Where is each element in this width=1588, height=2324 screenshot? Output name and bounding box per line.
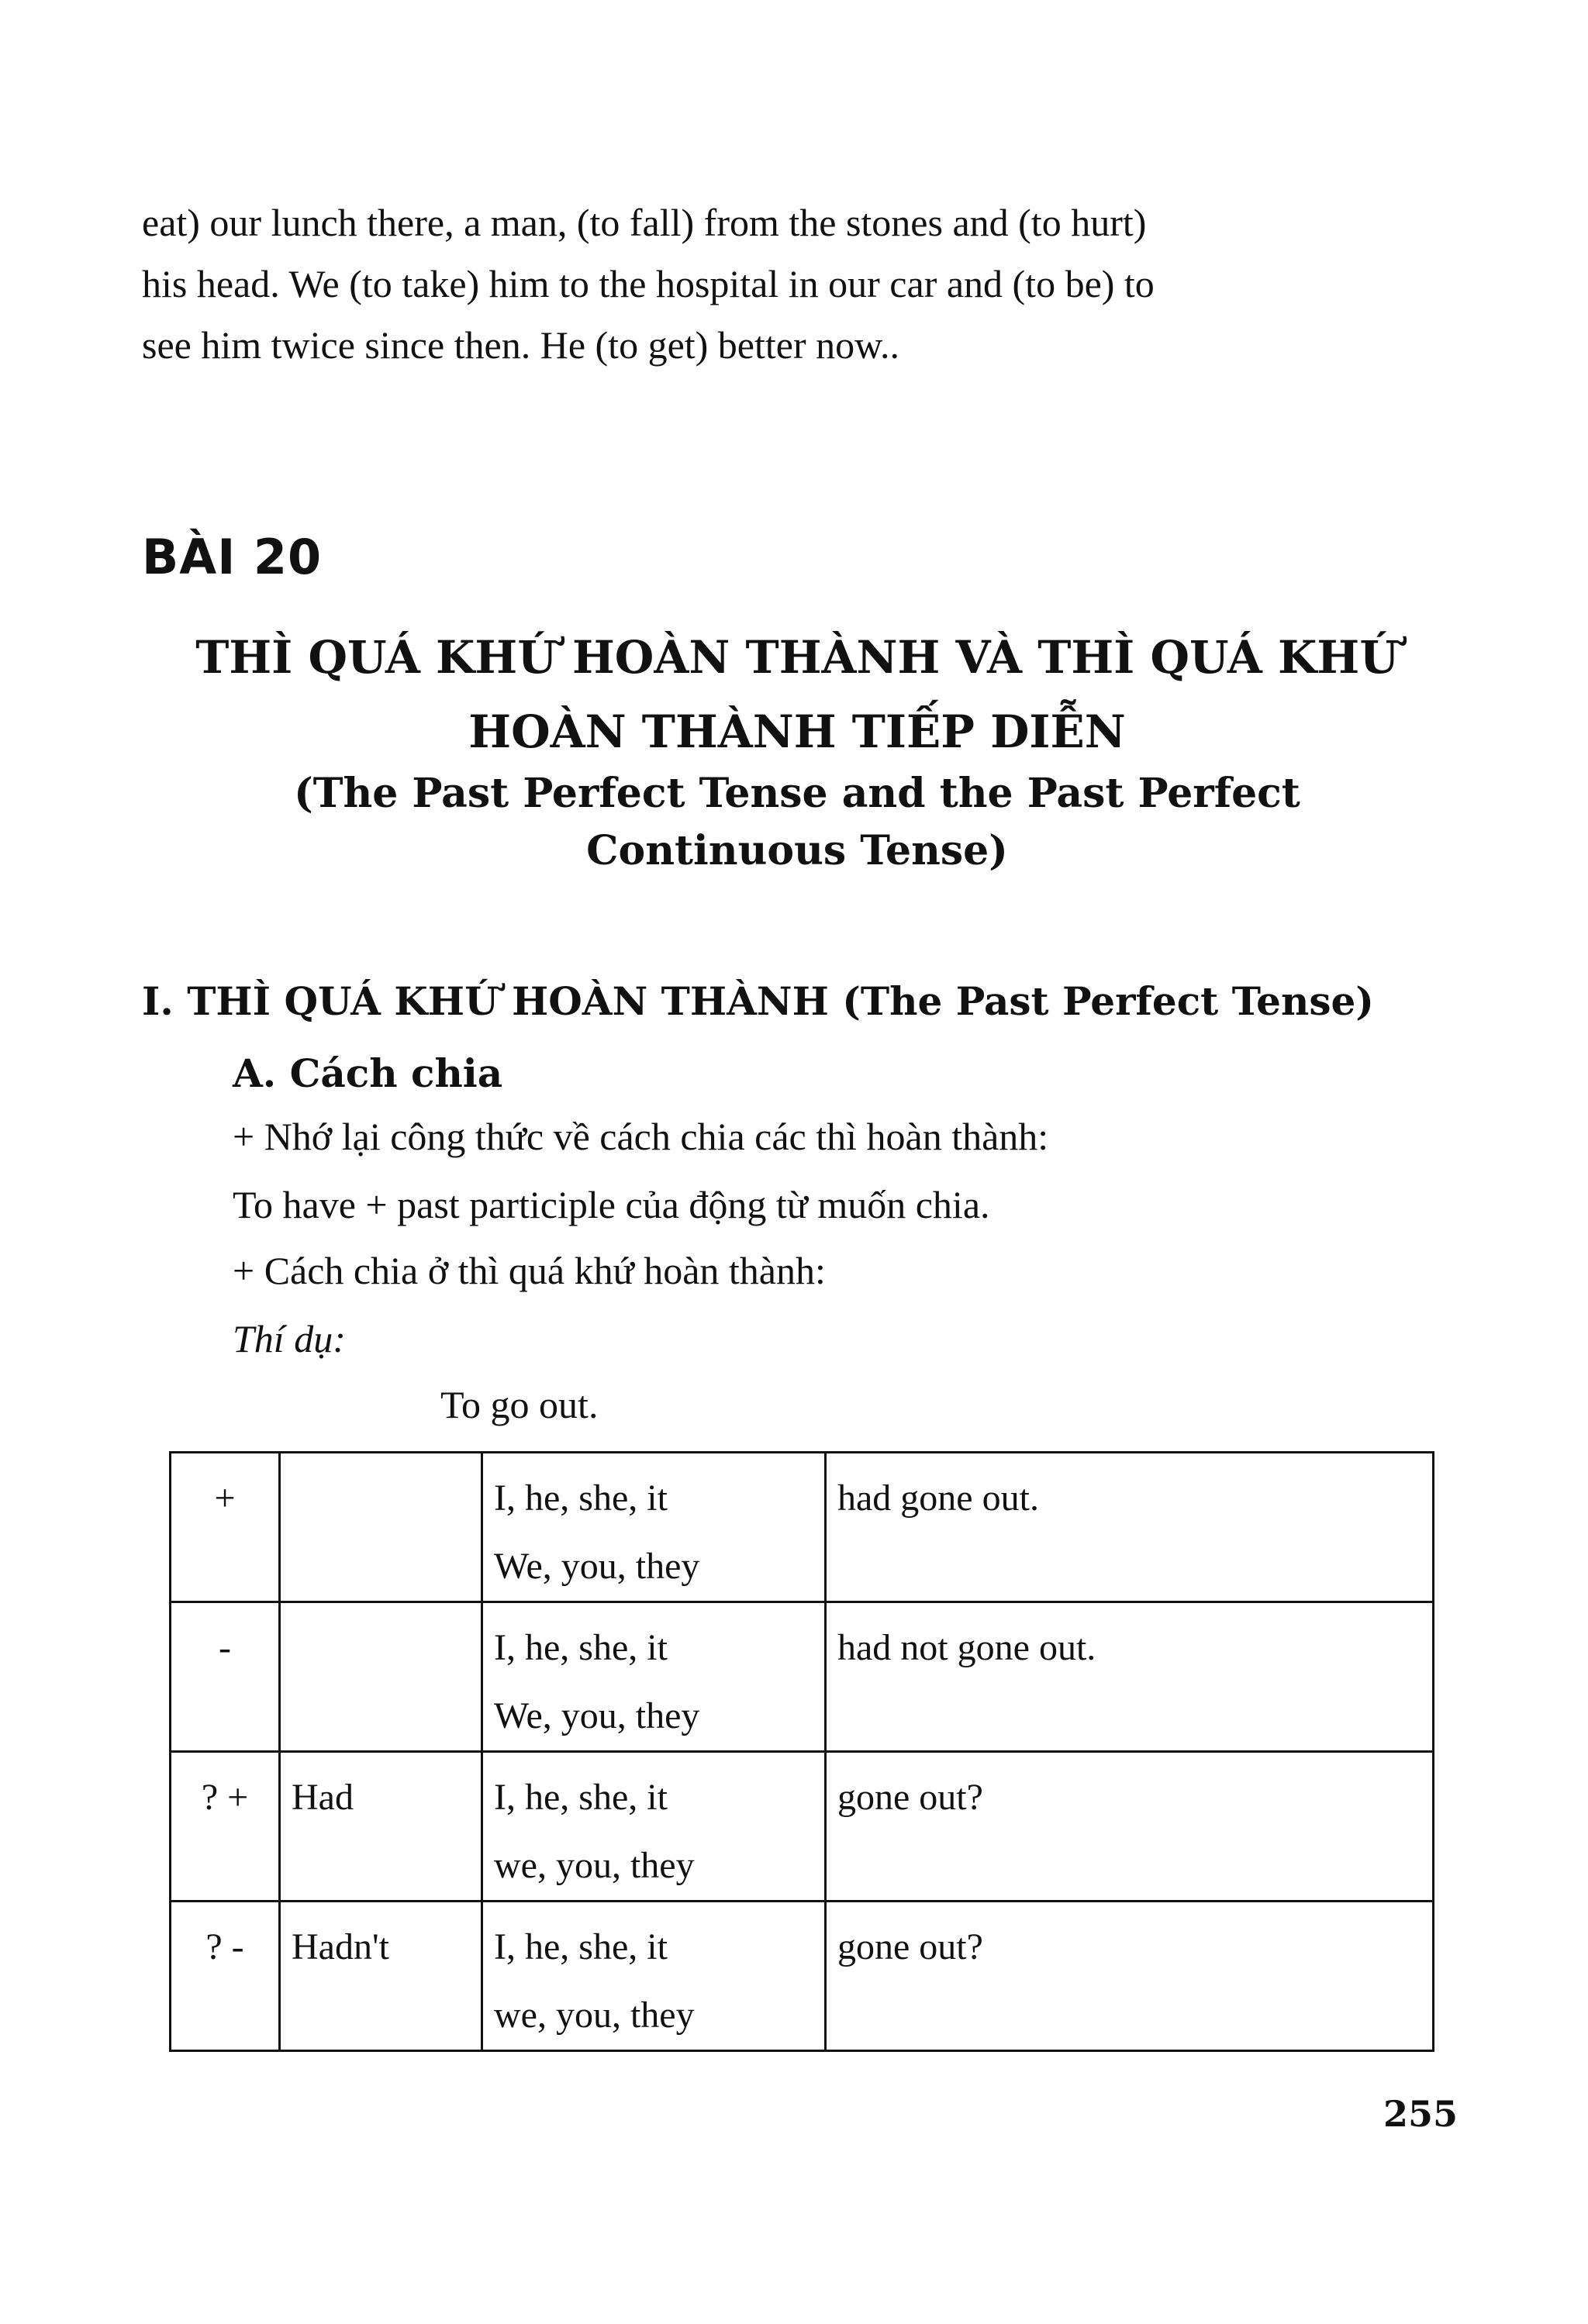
subject-line: we, you, they: [494, 1845, 695, 1886]
intro-paragraph: [142, 192, 1460, 376]
subject-line: I, he, she, it: [494, 1627, 668, 1668]
intro-line: see him twice since then. He (to get) better now..: [142, 323, 899, 367]
section-subheading: A. Cách chia: [233, 1050, 503, 1096]
subject-line: We, you, they: [494, 1546, 700, 1587]
subject-cell: [482, 1752, 826, 1902]
conjugation-table: [169, 1451, 1434, 2052]
body-line: + Cách chia ở thì quá khứ hoàn thành:: [233, 1249, 826, 1292]
auxiliary-cell: Hadn't: [280, 1902, 482, 2051]
lesson-title-line: HOÀN THÀNH TIẾP DIỄN: [468, 705, 1126, 758]
table-row: [171, 1602, 1434, 1752]
verb-cell: gone out?: [826, 1752, 1434, 1902]
body-line: + Nhớ lại công thức về cách chia các thì hoàn thành:: [233, 1115, 1049, 1158]
lesson-title-line: THÌ QUÁ KHỨ HOÀN THÀNH VÀ THÌ QUÁ KHỨ: [195, 631, 1399, 684]
lesson-title: [142, 620, 1452, 769]
subject-cell: [482, 1902, 826, 2051]
section-heading: I. THÌ QUÁ KHỨ HOÀN THÀNH (The Past Perfect Tense): [142, 978, 1374, 1024]
intro-line: eat) our lunch there, a man, (to fall) from the stones and (to hurt): [142, 201, 1147, 244]
subject-line: I, he, she, it: [494, 1926, 668, 1967]
intro-line: his head. We (to take) him to the hospital in our car and (to be) to: [142, 262, 1155, 305]
sign-cell: -: [171, 1602, 280, 1752]
page-number: 255: [1383, 2093, 1459, 2135]
sign-cell: ? -: [171, 1902, 280, 2051]
sign-cell: +: [171, 1453, 280, 1602]
lesson-subtitle-line: Continuous Tense): [586, 827, 1008, 874]
subject-line: we, you, they: [494, 1995, 695, 2036]
sign-cell: ? +: [171, 1752, 280, 1902]
subject-cell: [482, 1602, 826, 1752]
subject-line: We, you, they: [494, 1695, 700, 1736]
lesson-subtitle-line: (The Past Perfect Tense and the Past Perfect: [294, 770, 1300, 817]
auxiliary-cell: Had: [280, 1752, 482, 1902]
example-label: Thí dụ:: [233, 1317, 346, 1360]
lesson-subtitle: [142, 765, 1452, 880]
subject-line: I, he, she, it: [494, 1777, 668, 1818]
table-row: [171, 1752, 1434, 1902]
subject-line: I, he, she, it: [494, 1477, 668, 1519]
verb-cell: gone out?: [826, 1902, 1434, 2051]
lesson-label: BÀI 20: [142, 529, 323, 585]
auxiliary-cell: [280, 1453, 482, 1602]
verb-cell: had not gone out.: [826, 1602, 1434, 1752]
verb-cell: had gone out.: [826, 1453, 1434, 1602]
auxiliary-cell: [280, 1602, 482, 1752]
example-verb: To go out.: [440, 1383, 599, 1426]
body-line: To have + past participle của động từ muốn chia.: [233, 1183, 990, 1226]
subject-cell: [482, 1453, 826, 1602]
table-row: [171, 1453, 1434, 1602]
table-row: [171, 1902, 1434, 2051]
